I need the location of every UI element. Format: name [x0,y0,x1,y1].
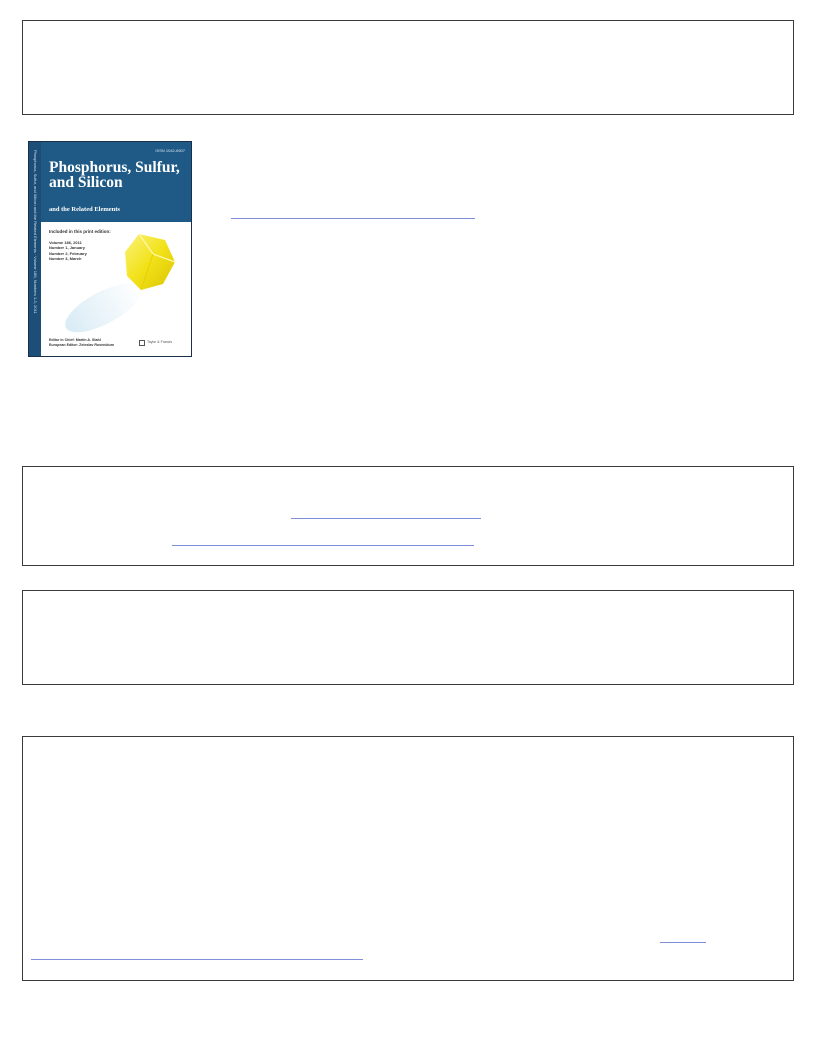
citation-box [22,466,794,566]
terms-link-part2[interactable] [31,959,363,960]
cover-editors [49,338,114,348]
cover-volume-line: Number 3, March [49,255,82,261]
article-url-link[interactable] [172,545,474,546]
notice-box [22,590,794,685]
cover-editor-line: European Editor: Zeleslav Rosenblum [49,343,114,347]
cover-title: Phosphorus, Sulfur, and Silicon [49,159,180,191]
cover-spine [29,142,41,357]
cover-spine-text: Phosphorus, Sulfur, and Silicon and the Related Elements · Volume 186, Numbers 1-3, 2011 [33,150,38,314]
cover-editor-line: Editor in Chief: Martin A. Stahl [49,338,101,342]
cover-issn: ISSN 1042-6507 [155,148,185,153]
sulfur-crystal-illustration [41,222,191,356]
terms-link-part1[interactable] [660,942,706,943]
terms-box [22,736,794,981]
cover-volume-line: Volume 186, 2011 [49,240,82,245]
journal-cover-image [28,141,192,357]
cover-publisher: Taylor & Francis [147,340,173,344]
article-link[interactable] [231,218,475,219]
doi-link[interactable] [291,518,481,519]
publisher-logo-icon [139,340,145,346]
header-info-box [22,20,794,115]
cover-subtitle: and the Related Elements [49,206,120,213]
cover-volume-line: Number 1, January [49,245,86,251]
cover-included-note: Included in this print edition: [49,229,111,234]
cover-volume-line: Number 2, February [49,250,87,256]
